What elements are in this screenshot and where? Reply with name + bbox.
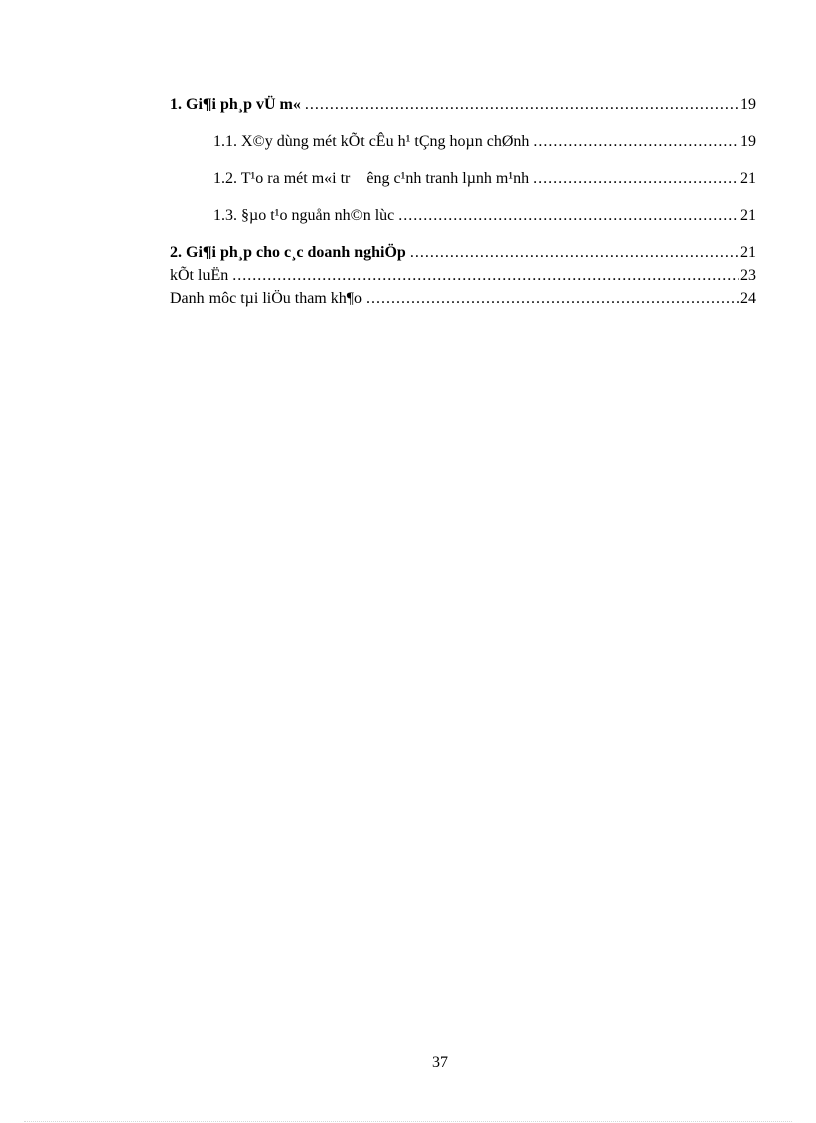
toc-entry-label: 1.2. T¹o ra mét m«i tr êng c¹nh tranh lµnh m¹nh [213, 170, 530, 187]
toc-entry-page: 24 [740, 290, 756, 307]
toc-leader-dots [305, 94, 739, 116]
toc-entry-label: Danh môc tµi liÖu tham kh¶o [170, 290, 362, 307]
toc-entry-page: 21 [740, 207, 756, 224]
toc-entry-label: 1.1. X©y dùng mét kÕt cÊu h¹ tÇng hoµn chØnh [213, 133, 530, 150]
toc-entry-label: kÕt luËn [170, 267, 229, 284]
table-of-contents [170, 94, 756, 311]
toc-entry [170, 168, 756, 190]
toc-entry-page: 19 [740, 133, 756, 150]
toc-entry [170, 288, 756, 310]
toc-leader-dots [533, 168, 739, 190]
toc-entry-label: 2. Gi¶i ph¸p cho c¸c doanh nghiÖp [170, 244, 406, 261]
toc-entry [170, 131, 756, 153]
toc-entry-page: 21 [740, 170, 756, 187]
toc-entry [170, 205, 756, 227]
toc-leader-dots [366, 288, 739, 310]
toc-entry-page: 21 [740, 244, 756, 261]
toc-entry-page: 23 [740, 267, 756, 284]
toc-leader-dots [398, 205, 739, 227]
toc-entry [170, 242, 756, 264]
page-bottom-divider [24, 1121, 792, 1122]
toc-leader-dots [232, 265, 739, 287]
toc-entry-label: 1. Gi¶i ph¸p vÜ m« [170, 96, 301, 113]
toc-leader-dots [410, 242, 739, 264]
toc-entry [170, 94, 756, 116]
toc-entry [170, 265, 756, 287]
toc-leader-dots [533, 131, 739, 153]
toc-entry-label: 1.3. §µo t¹o nguån nh©n lùc [213, 207, 395, 224]
toc-entry-page: 19 [740, 96, 756, 113]
page-number: 37 [432, 1054, 448, 1071]
